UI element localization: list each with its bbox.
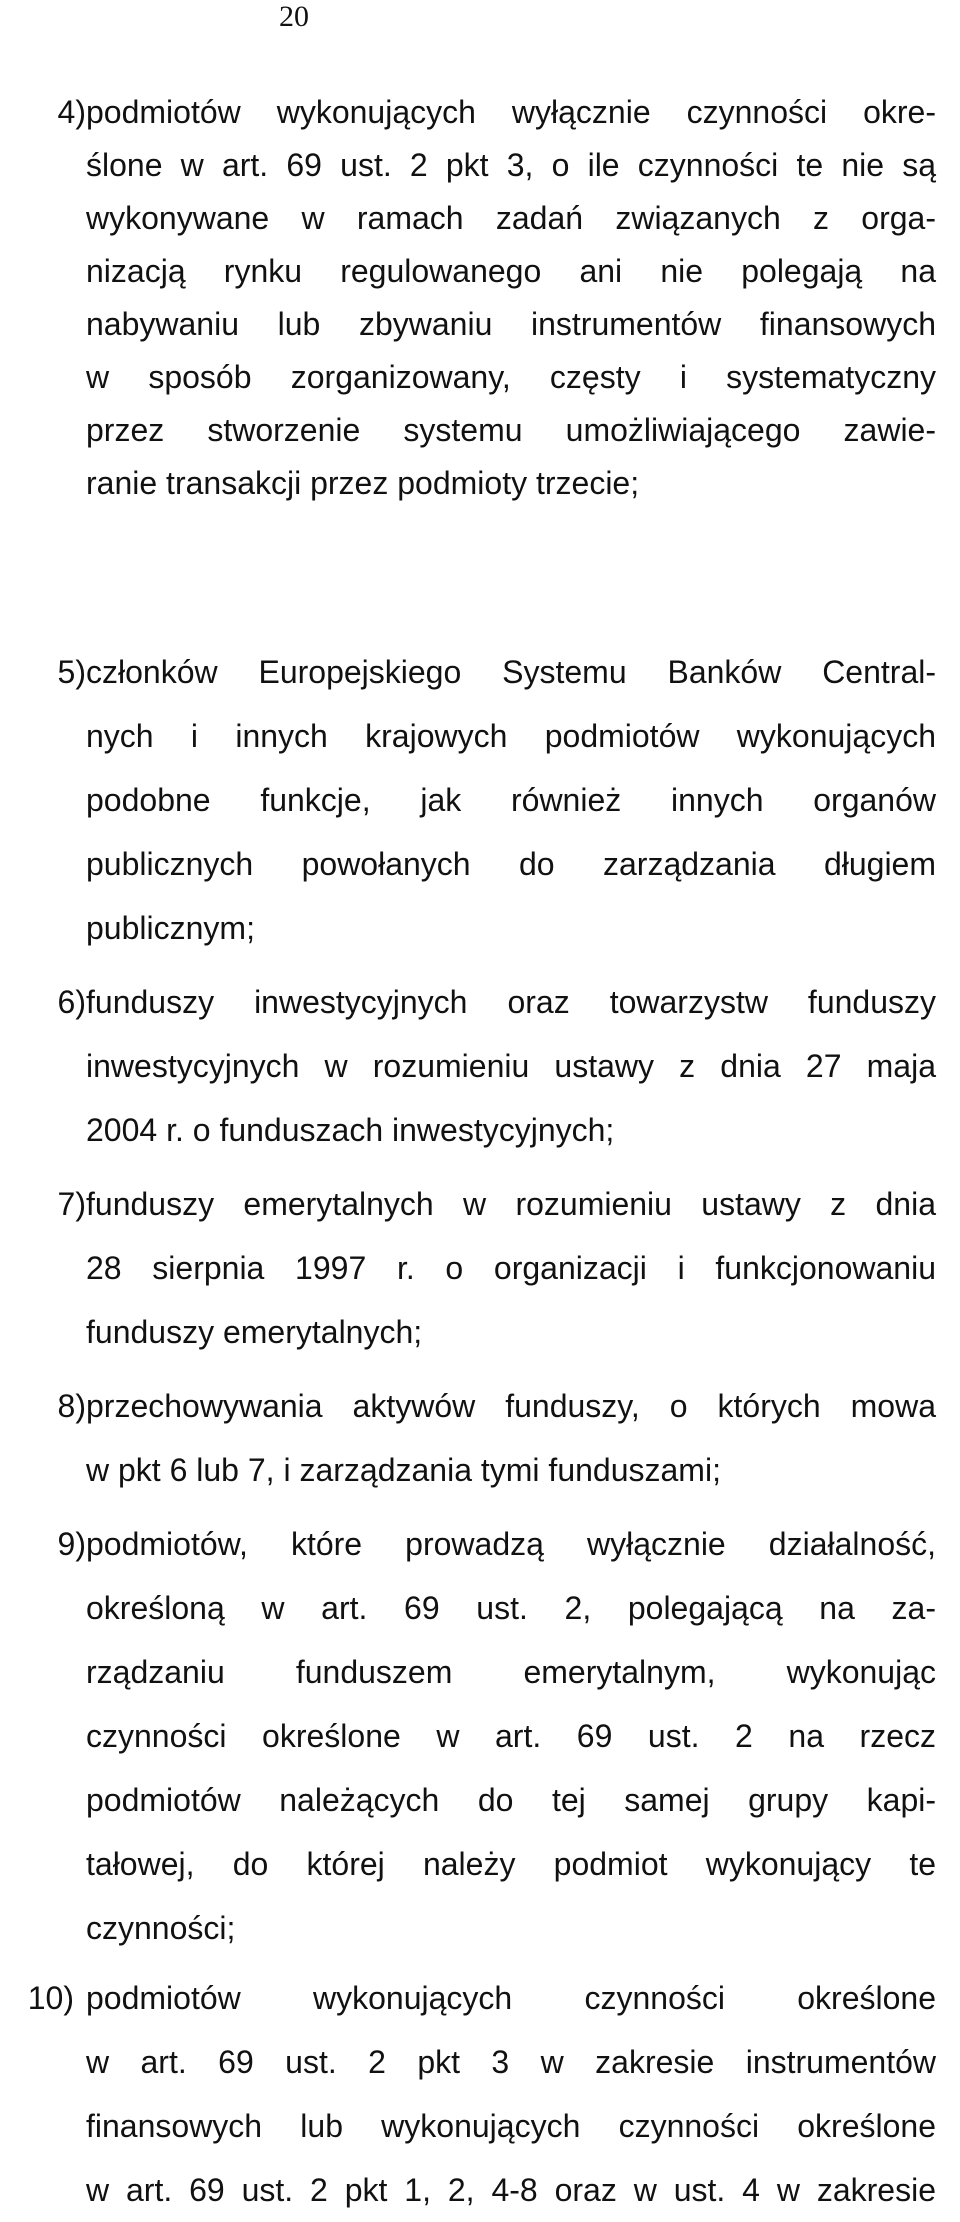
page-number: 20 — [279, 0, 309, 33]
text-line: określoną w art. 69 ust. 2, polegającą na za- — [86, 1590, 936, 1626]
text-line: podmiotów należących do tej samej grupy kapi- — [86, 1782, 936, 1818]
text-line: przechowywania aktywów funduszy, o których mowa — [86, 1388, 936, 1424]
item-marker: 10) — [27, 1980, 74, 2016]
text-line: czynności określone w art. 69 ust. 2 na rzecz — [86, 1718, 936, 1754]
text-line: nizacją rynku regulowanego ani nie polegają na — [86, 253, 936, 289]
text-line: publicznym; — [86, 910, 255, 946]
text-line: przez stworzenie systemu umożliwiającego zawie- — [86, 412, 936, 448]
text-line: 2004 r. o funduszach inwestycyjnych; — [86, 1112, 615, 1148]
text-line: w art. 69 ust. 2 pkt 1, 2, 4-8 oraz w ust. 4 w zakresie — [86, 2172, 936, 2208]
text-line: ranie transakcji przez podmioty trzecie; — [86, 465, 640, 501]
text-line: podmiotów wykonujących czynności określone — [86, 1980, 936, 2016]
item-marker: 5) — [57, 654, 86, 690]
text-line: tałowej, do której należy podmiot wykonujący te — [86, 1846, 936, 1882]
text-line: podmiotów wykonujących wyłącznie czynności okre- — [86, 94, 936, 130]
text-line: czynności; — [86, 1910, 236, 1946]
text-line: w art. 69 ust. 2 pkt 3 w zakresie instrumentów — [86, 2044, 936, 2080]
text-line: 28 sierpnia 1997 r. o organizacji i funkcjonowaniu — [86, 1250, 936, 1286]
text-line: podmiotów, które prowadzą wyłącznie działalność, — [86, 1526, 936, 1562]
item-marker: 8) — [57, 1388, 86, 1424]
text-line: funduszy emerytalnych; — [86, 1314, 423, 1350]
text-line: rządzaniu funduszem emerytalnym, wykonując — [86, 1654, 936, 1690]
text-line: funduszy inwestycyjnych oraz towarzystw funduszy — [86, 984, 936, 1020]
text-line: w sposób zorganizowany, częsty i systematyczny — [86, 359, 936, 395]
text-line: podobne funkcje, jak również innych organów — [86, 782, 936, 818]
text-line: nych i innych krajowych podmiotów wykonujących — [86, 718, 936, 754]
text-line: nabywaniu lub zbywaniu instrumentów finansowych — [86, 306, 936, 342]
text-line: inwestycyjnych w rozumieniu ustawy z dnia 27 maja — [86, 1048, 936, 1084]
text-line: wykonywane w ramach zadań związanych z orga- — [86, 200, 936, 236]
item-marker: 7) — [57, 1186, 86, 1222]
text-line: w pkt 6 lub 7, i zarządzania tymi funduszami; — [86, 1452, 721, 1488]
item-marker: 6) — [57, 984, 86, 1020]
text-line: członków Europejskiego Systemu Banków Central- — [86, 654, 936, 690]
item-marker: 9) — [57, 1526, 86, 1562]
item-marker: 4) — [57, 94, 86, 130]
text-line: funduszy emerytalnych w rozumieniu ustawy z dnia — [86, 1186, 936, 1222]
text-line: ślone w art. 69 ust. 2 pkt 3, o ile czynności te nie są — [86, 147, 936, 183]
text-line: publicznych powołanych do zarządzania długiem — [86, 846, 936, 882]
text-line: finansowych lub wykonujących czynności określone — [86, 2108, 936, 2144]
